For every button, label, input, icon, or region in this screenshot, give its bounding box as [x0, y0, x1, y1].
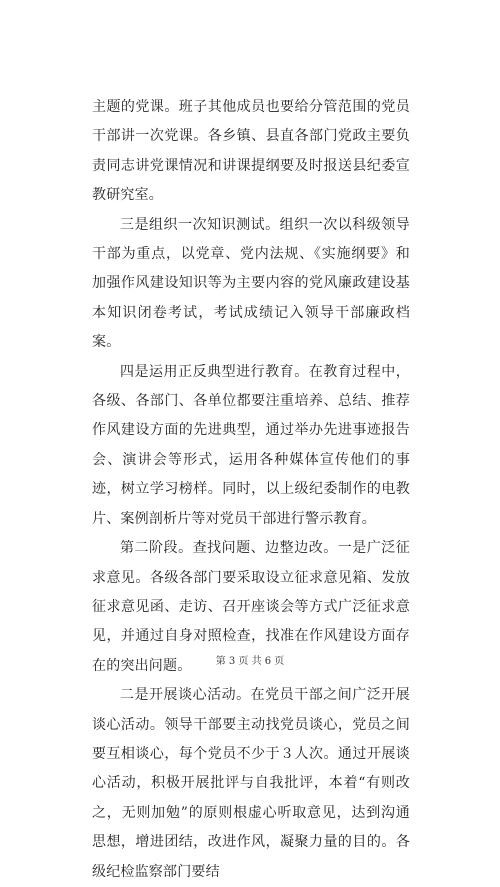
- page-footer: 第 3 页 共 6 页: [215, 656, 285, 667]
- paragraph-4: 第二阶段。查找问题、边整边改。一是广泛征求意见。各级各部门要采取设立征求意见箱、发放征求意见函、走访、召开座谈会等方式广泛征求意见，并通过自身对照检查，找准在作风建设方面存在的突出问题。: [92, 540, 410, 674]
- paragraph-2: 三是组织一次知识测试。组织一次以科级领导干部为重点，以党章、党内法规、《实施纲要》和加强作风建设知识等为主要内容的党风廉政建设基本知识闭卷考试，考试成绩记入领导干部廉政档案。: [92, 216, 410, 351]
- paragraph-3: 四是运用正反典型进行教育。在教育过程中，各级、各部门、各单位都要注重培养、总结、推荐作风建设方面的先进典型，通过举办先进事迹报告会、演讲会等形式，运用各种媒体宣传他们的事迹，树立学习榜样。同时，以上级纪委制作的电教片、案例剖析片等对党员干部进行警示教育。: [92, 363, 410, 527]
- paragraph-5: 二是开展谈心活动。在党员干部之间广泛开展谈心活动。领导干部要主动找党员谈心，党员之间要互相谈心，每个党员不少于３人次。通过开展谈心活动，积极开展批评与自我批评，本着“有则改之，无则加勉”的原则根虚心听取意见，达到沟通思想，增进团结，改进作风，凝聚力量的目的。各级纪检监察部门要结: [92, 687, 410, 880]
- paragraph-1: 主题的党课。班子其他成员也要给分管范围的党员干部讲一次党课。各乡镇、县直各部门党政主要负责同志讲党课情况和讲课提纲要及时报送县纪委宣教研究室。: [92, 99, 410, 204]
- document-body: [92, 93, 410, 887]
